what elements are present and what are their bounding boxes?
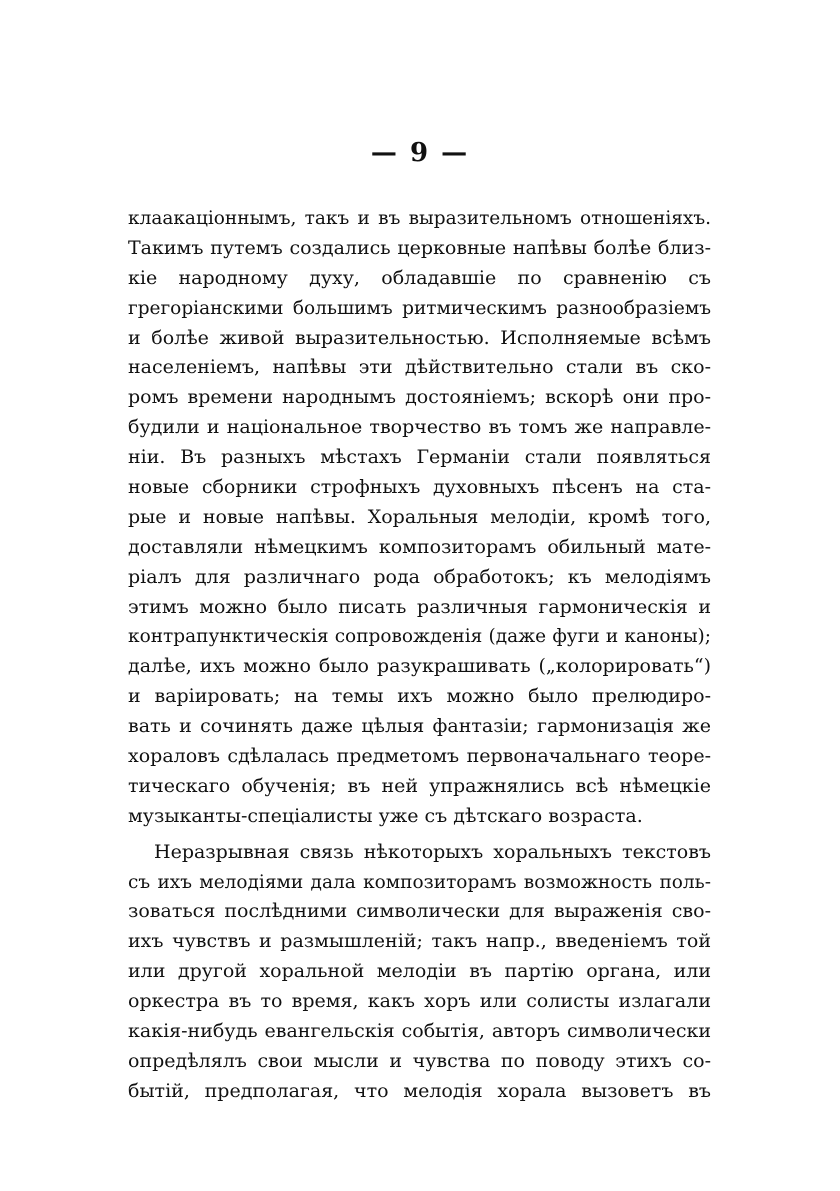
- page-number: — 9 —: [370, 138, 470, 168]
- text-line: рые и новые напѣвы. Хоральныя мелодіи, кромѣ того,: [128, 505, 711, 528]
- text-line: или другой хоральной мелодіи въ партію органа, или: [128, 960, 711, 983]
- text-line: Неразрывная связь нѣкоторыхъ хоральныхъ текстовъ: [154, 840, 711, 863]
- text-line: контрапунктическія сопровожденія (даже фуги и каноны);: [128, 626, 711, 648]
- text-line: доставляли нѣмецкимъ композиторамъ обильный мате-: [128, 535, 711, 558]
- text-line: ихъ чувствъ и размышленій; такъ напр., введеніемъ той: [128, 930, 711, 953]
- text-line: опредѣлялъ свои мысли и чувства по поводу этихъ со-: [128, 1049, 711, 1072]
- text-line: будили и національное творчество въ томъ же направле-: [128, 416, 711, 439]
- paragraph: [128, 838, 711, 1107]
- text-line: Такимъ путемъ создались церковные напѣвы болѣе близ-: [128, 236, 711, 259]
- text-line: ніи. Въ разныхъ мѣстахъ Германіи стали появляться: [128, 446, 711, 469]
- paragraph: [128, 204, 711, 832]
- text-line: новые сборники строфныхъ духовныхъ пѣсенъ на ста-: [128, 476, 711, 499]
- text-line: вать и сочинять даже цѣлыя фантазіи; гармонизація же: [128, 715, 711, 738]
- text-line: хораловъ сдѣлалась предметомъ первоначальнаго теоре-: [128, 745, 711, 768]
- text-line: этимъ можно было писать различныя гармоническія и: [128, 595, 711, 618]
- body-text: [128, 204, 711, 1107]
- text-line: грегоріанскими большимъ ритмическимъ разнообразіемъ: [128, 297, 711, 319]
- text-line: населеніемъ, напѣвы эти дѣйствительно стали въ ско-: [128, 356, 711, 379]
- text-line: кіе народному духу, обладавшіе по сравненію съ: [128, 266, 711, 289]
- text-line: зоваться послѣдними символически для выраженія сво-: [128, 900, 711, 923]
- text-line: ромъ времени народнымъ достояніемъ; вскорѣ они про-: [128, 386, 711, 409]
- text-line: ріалъ для различнаго рода обработокъ; къ мелодіямъ: [128, 565, 711, 588]
- text-line: клаакаціоннымъ, такъ и въ выразительномъ отношеніяхъ.: [128, 208, 711, 229]
- text-line: оркестра въ то время, какъ хоръ или солисты излагали: [128, 990, 711, 1013]
- text-line: и болѣе живой выразительностью. Исполняемые всѣмъ: [128, 326, 711, 349]
- text-line: бытій, предполагая, что мелодія хорала вызоветъ въ: [128, 1079, 711, 1102]
- text-line: далѣе, ихъ можно было разукрашивать („колорировать“): [128, 655, 711, 678]
- text-line: какія-нибудь евангельскія событія, авторъ символически: [128, 1020, 711, 1043]
- text-line: музыканты-спеціалисты уже съ дѣтскаго возраста.: [128, 804, 643, 827]
- text-line: тическаго обученія; въ ней упражнялись всѣ нѣмецкіе: [128, 774, 711, 797]
- text-line: съ ихъ мелодіями дала композиторамъ возможность поль-: [128, 871, 711, 893]
- text-line: и варіировать; на темы ихъ можно было прелюдиро-: [128, 685, 711, 708]
